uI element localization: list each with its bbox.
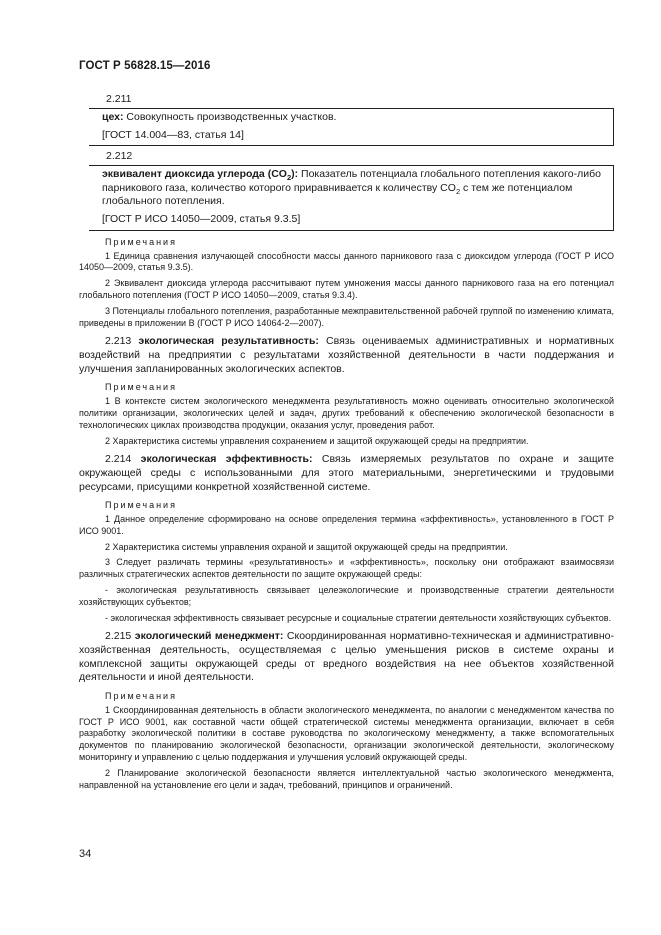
notes-heading: Примечания bbox=[105, 236, 177, 247]
definition-2213: 2.213 экологическая результативность: Связь оцениваемых административных и нормативных воздействий на предприятии с результатами хозяйственной деятельности в части поддержания и улучшения запланированных экологических аспектов. bbox=[79, 335, 614, 375]
definition-2215: 2.215 экологический менеджмент: Скоординированная нормативно-техническая и административно-хозяйственная деятельность, осуществляемая с целью уменьшения рисков в системе охраны и комплексной защиты окружающей среды от вредного воздействия на нее объектов хозяйственной деятельности и иной деятельности. bbox=[79, 630, 614, 684]
note: 1 В контексте систем экологического менеджмента результативность можно оценивать относительно экологической политики организации, экологических целей и задач, других требований к обеспечению экологической безопасности в технологических циклах производства продукции, оказания услуг, проведения работ. bbox=[79, 396, 614, 430]
note: 1 Единица сравнения излучающей способности массы данного парникового газа с диоксидом углерода (ГОСТ Р ИСО 14050—2009, статья 9.3.5). bbox=[79, 250, 614, 273]
term-number: 2.211 bbox=[106, 93, 132, 105]
term-box-2211 bbox=[89, 108, 614, 146]
term-reference: [ГОСТ Р ИСО 14050—2009, статья 9.3.5] bbox=[102, 212, 301, 225]
notes-heading: Примечания bbox=[105, 382, 177, 393]
page-content bbox=[79, 92, 614, 795]
note: 2 Эквивалент диоксида углерода рассчитывают путем умножения массы данного парникового газа на его потенциал глобального потепления (ГОСТ Р ИСО 14050—2009, статья 9.3.4). bbox=[79, 278, 614, 300]
notes-heading: Примечания bbox=[105, 690, 177, 701]
note: 3 Следует различать термины «результативность» и «эффективность», поскольку они отображают взаимосвязи различных стратегических аспектов деятельности по защите окружающей среды: bbox=[79, 557, 614, 580]
note: 3 Потенциалы глобального потепления, разработанные межправительственной рабочей группой по изменению климата, приведены в приложении В (ГОСТ Р ИСО 14064-2—2007). bbox=[79, 305, 614, 328]
notes-heading: Примечания bbox=[105, 500, 177, 511]
term-number: 2.212 bbox=[106, 150, 133, 163]
term-box-2212 bbox=[89, 165, 614, 230]
term-definition: Совокупность производственных участков. bbox=[123, 111, 337, 123]
note: 1 Данное определение сформировано на основе определения термина «эффективность», установленного в ГОСТ Р ИСО 9001. bbox=[79, 514, 614, 536]
note: 2 Планирование экологической безопасности является интеллектуальной частью экологического менеджмента, направленной на установление его цели и задач, требований, принципов и ограничений. bbox=[79, 767, 614, 790]
note: 2 Характеристика системы управления сохранением и защитой окружающей среды на предприятии. bbox=[105, 435, 529, 446]
term-reference: [ГОСТ 14.004—83, статья 14] bbox=[102, 128, 244, 141]
note: 1 Скоординированная деятельность в области экологического менеджмента, по аналогии с менеджментом качества по ГОСТ Р ИСО 9001, как составной части общей стратегической системы менеджмента организации, включает в себя разработку экологической политики в составе руководства по экологическому менеджменту, а также вспомогательных документов по планированию экологической безопасности, организации экологической деятельности, экологическому мониторингу и управлению с целью поддержания и улучшения условий окружающей среды. bbox=[79, 704, 614, 763]
page-number: 34 bbox=[79, 848, 92, 860]
term-name: цех: bbox=[102, 111, 124, 123]
definition-2214: 2.214 экологическая эффективность: Связь измеряемых результатов по охране и защите окружающей среды с использованными для этого материальными, энергетическими и трудовыми ресурсами, присущими конкретной хозяйственной системе. bbox=[79, 453, 614, 493]
term-definition: Показатель потенциала глобального потепления какого-либо парникового газа, количество которого приравнивается к количеству $CO_2$ с тем же потенциалом глобального потепления. bbox=[102, 168, 601, 208]
document-header: ГОСТ Р 56828.15—2016 bbox=[79, 60, 211, 72]
term-name: эквивалент диоксида углерода $(CO_2)$: bbox=[102, 168, 299, 183]
note: 2 Характеристика системы управления охраной и защитой окружающей среды на предприятии. bbox=[105, 541, 508, 552]
note: - экологическая эффективность связывает ресурсные и социальные стратегии деятельности хозяйствующих субъектов. bbox=[105, 612, 612, 623]
note: - экологическая результативность связывает целеэкологические и производственные стратегии деятельности хозяйствующих субъектов; bbox=[79, 585, 614, 607]
